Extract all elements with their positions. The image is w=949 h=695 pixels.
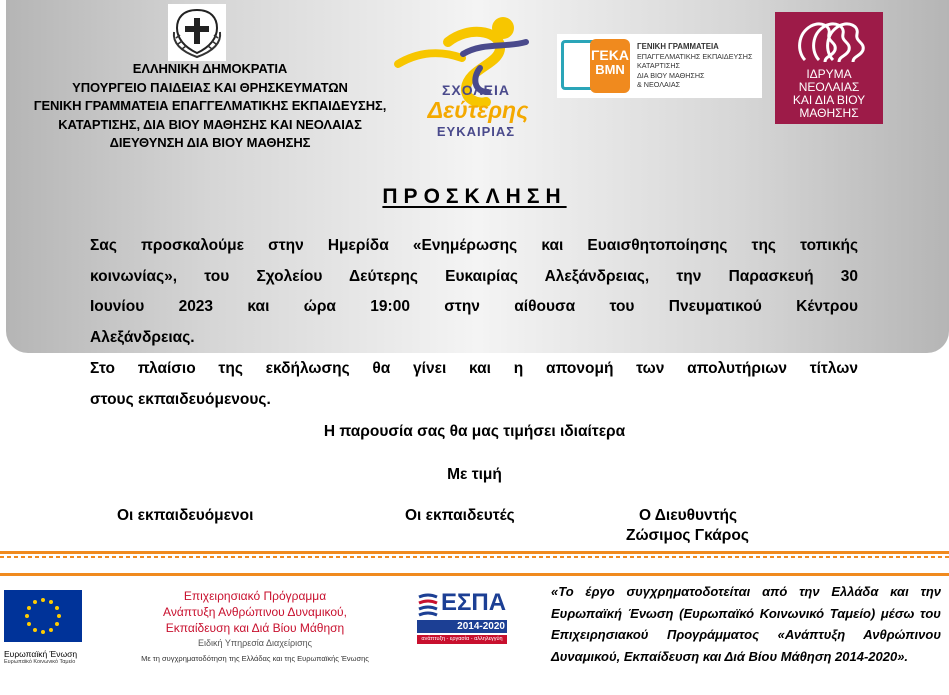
signature-learners: Οι εκπαιδευόμενοι (117, 507, 254, 524)
footer-separator-dashes (0, 556, 949, 558)
inedivim-line-1: ΙΔΡΥΜΑ (806, 67, 852, 81)
gg-logo-text (637, 42, 761, 90)
espa-tagline: ανάπτυξη - εργασία - αλληλεγγύη (417, 635, 507, 644)
ministry-header-text (10, 60, 410, 153)
greek-emblem-logo (168, 4, 226, 61)
signature-teachers: Οι εκπαιδευτές (405, 507, 515, 524)
sde-logo-line3: ΕΥΚΑΙΡΙΑΣ (436, 124, 516, 139)
espa-years: 2014-2020 (417, 620, 507, 633)
inedivim-line-4: ΜΑΘΗΣΗΣ (799, 106, 859, 120)
invitation-paragraph-1 (90, 231, 858, 353)
op-line-2: Ανάπτυξη Ανθρώπινου Δυναμικού, (163, 605, 347, 619)
footer-separator-line-2 (0, 573, 949, 576)
para1-line-2: κοινωνίας», του Σχολείου Δεύτερης Ευκαιρίας Αλεξάνδρειας, την Παρασκευή 30 (90, 267, 858, 285)
gg-line-4: ΔΙΑ ΒΙΟΥ ΜΑΘΗΣΗΣ (637, 70, 705, 80)
gg-line-5: & ΝΕΟΛΑΙΑΣ (637, 80, 681, 90)
gov-line-3: ΓΕΝΙΚΗ ΓΡΑΜΜΑΤΕΙΑ ΕΠΑΓΓΕΛΜΑΤΙΚΗΣ ΕΚΠΑΙΔΕΥΣΗΣ, (33, 98, 387, 113)
espa-flag-icon (417, 593, 439, 619)
para1-line-3: Ιουνίου 2023 και ώρα 19:00 στην αίθουσα του Πνευματικού Κέντρου (90, 298, 858, 315)
gov-line-1: ΕΛΛΗΝΙΚΗ ΔΗΜΟΚΡΑΤΙΑ (132, 61, 288, 76)
regards-line: Με τιμή (447, 466, 502, 483)
eu-sub-label: Ευρωπαϊκό Κοινωνικό Ταμείο (4, 659, 76, 665)
gg-logo-badge (590, 39, 630, 93)
invitation-title-text: ΠΡΟΣΚΛΗΣΗ (382, 185, 567, 208)
gov-line-4: ΚΑΤΑΡΤΙΣΗΣ, ΔΙΑ ΒΙΟΥ ΜΑΘΗΣΗΣ ΚΑΙ ΝΕΟΛΑΙΑΣ (58, 116, 362, 132)
sde-logo-line1: ΣΧΟΛΕΙΑ (442, 82, 510, 98)
op-line-1: Επιχειρησιακό Πρόγραμμα (183, 589, 327, 603)
espa-label: ΕΣΠΑ (441, 589, 507, 616)
eu-flag-icon (4, 590, 82, 642)
second-chance-schools-logo (388, 12, 556, 147)
general-secretariat-logo (557, 34, 762, 98)
op-sub: Ειδική Υπηρεσία Διαχείρισης (198, 638, 312, 648)
signature-director-name: Ζώσιμος Γκάρος (626, 527, 749, 544)
op-cofund: Με τη συγχρηματοδότηση της Ελλάδας και της Ευρωπαϊκής Ένωσης (141, 654, 369, 663)
gg-line-1: ΓΕΝΙΚΗ ΓΡΑΜΜΑΤΕΙΑ (637, 42, 719, 51)
invitation-title (0, 185, 949, 209)
inedivim-logo-text (775, 68, 883, 120)
inedivim-line-2: ΝΕΟΛΑΙΑΣ (798, 80, 860, 94)
inedivim-logo (775, 12, 883, 124)
gg-badge-bottom: ΒΜΝ (595, 62, 625, 77)
espa-logo (417, 591, 509, 651)
closing-line: Η παρουσία σας θα μας τιμήσει ιδιαίτερα (323, 423, 626, 440)
gov-line-2: ΥΠΟΥΡΓΕΙΟ ΠΑΙΔΕΙΑΣ ΚΑΙ ΘΡΗΣΚΕΥΜΑΤΩΝ (72, 79, 348, 95)
para1-line-1: Σας προσκαλούμε στην Ημερίδα «Ενημέρωσης και Ευαισθητοποίησης της τοπικής (90, 237, 858, 254)
eu-logo (4, 590, 84, 668)
gg-badge-top: ΓΕΚΑ (591, 47, 629, 63)
eu-label: Ευρωπαϊκή Ένωση (4, 649, 78, 659)
para2-line-2: στους εκπαιδευόμενους. (90, 390, 271, 408)
operational-programme-logo (140, 588, 370, 663)
sde-logo-line2: Δεύτερης (427, 97, 529, 123)
gg-line-3: ΚΑΤΑΡΤΙΣΗΣ (637, 61, 680, 71)
cofunding-statement: «Το έργο συγχρηματοδοτείται από την Ελλάδα και την Ευρωπαϊκή Ένωση (Ευρωπαϊκό Κοινωνικό Ταμείο) μέσω του Επιχειρησιακού Προγράμματος «Ανάπτυξη Ανθρώπινου Δυναμικού, Εκπαίδευση και Διά Βίου Μάθηση 2014-2020». (551, 584, 941, 664)
gov-line-5: ΔΙΕΥΘΥΝΣΗ ΔΙΑ ΒΙΟΥ ΜΑΘΗΣΗΣ (109, 135, 311, 150)
signature-director-title: Ο Διευθυντής (639, 507, 738, 524)
op-line-3: Εκπαίδευση και Διά Βίου Μάθηση (165, 621, 345, 635)
invitation-paragraph-2 (90, 354, 858, 415)
para1-line-4: Αλεξάνδρειας. (90, 328, 195, 346)
footer-separator-line (0, 551, 949, 554)
para2-line-1: Στο πλαίσιο της εκδήλωσης θα γίνει και η απονομή των απολυτήριων τίτλων (90, 360, 858, 377)
inedivim-line-3: ΚΑΙ ΔΙΑ ΒΙΟΥ (792, 93, 866, 107)
gg-line-2: ΕΠΑΓΓΕΛΜΑΤΙΚΗΣ ΕΚΠΑΙΔΕΥΣΗΣ (637, 51, 753, 61)
